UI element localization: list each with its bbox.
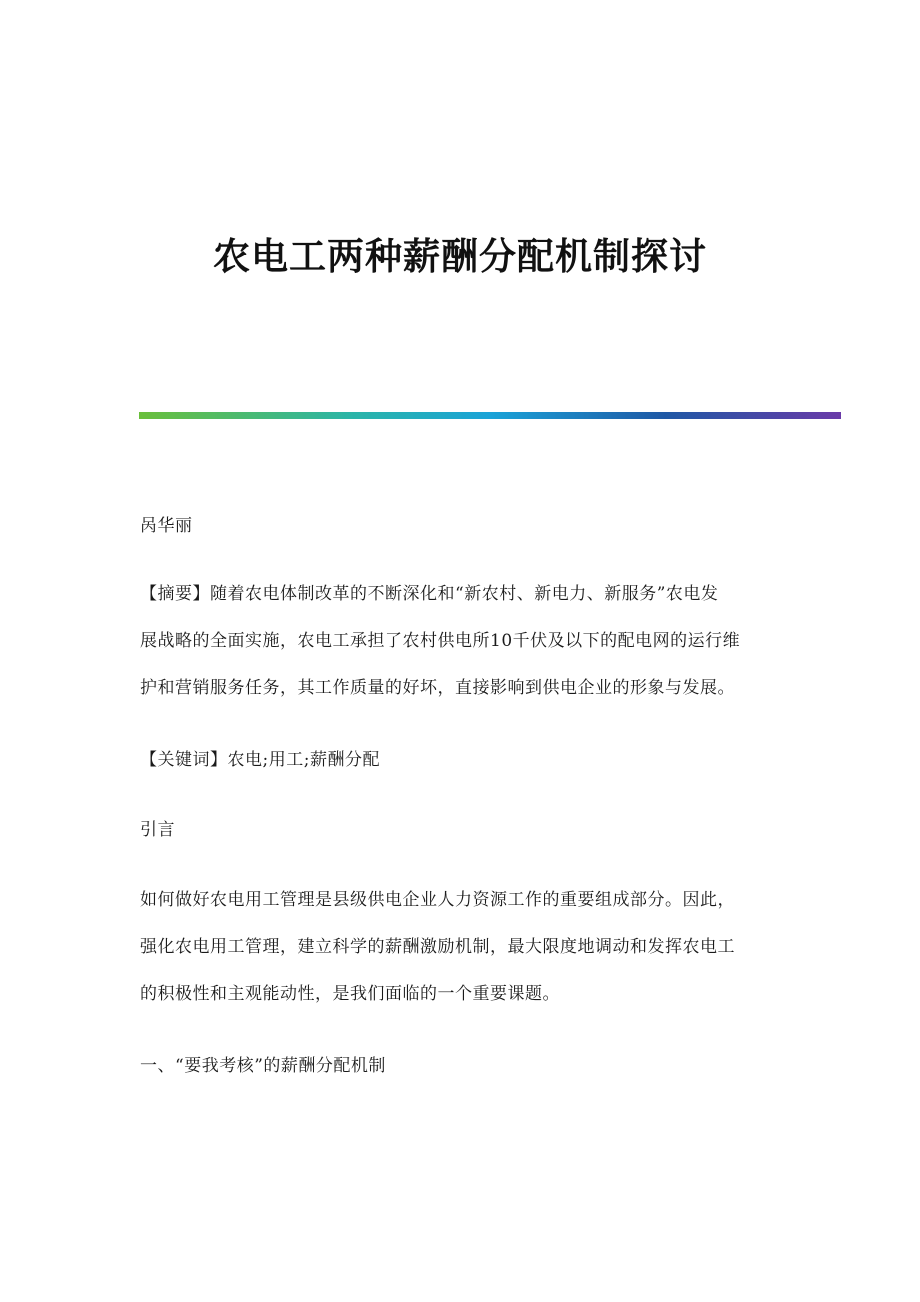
abstract-line: 护和营销服务任务，其工作质量的好坏，直接影响到供电企业的形象与发展。	[140, 678, 735, 698]
intro-paragraph	[140, 888, 790, 1029]
abstract-paragraph	[140, 582, 790, 723]
keywords-line: 【关键词】农电;用工;薪酬分配	[140, 750, 380, 770]
intro-heading	[140, 818, 790, 842]
intro-line: 如何做好农电用工管理是县级供电企业人力资源工作的重要组成部分。因此，	[140, 890, 735, 910]
section-heading-text: 一、“要我考核”的薪酬分配机制	[140, 1056, 386, 1076]
intro-line: 强化农电用工管理，建立科学的薪酬激励机制，最大限度地调动和发挥农电工	[140, 937, 735, 957]
intro-heading-text: 引言	[140, 820, 175, 840]
abstract-line: 【摘要】随着农电体制改革的不断深化和“新农村、新电力、新服务”农电发	[140, 584, 719, 604]
gradient-divider	[139, 412, 841, 419]
abstract-line: 展战略的全面实施，农电工承担了农村供电所10千伏及以下的配电网的运行维	[140, 631, 741, 651]
author-name	[140, 514, 790, 538]
section-heading	[140, 1054, 790, 1078]
intro-line: 的积极性和主观能动性，是我们面临的一个重要课题。	[140, 984, 560, 1004]
author-line: 呙华丽	[140, 516, 193, 536]
document-title: 农电工两种薪酬分配机制探讨	[213, 234, 707, 278]
keywords-paragraph	[140, 748, 790, 772]
